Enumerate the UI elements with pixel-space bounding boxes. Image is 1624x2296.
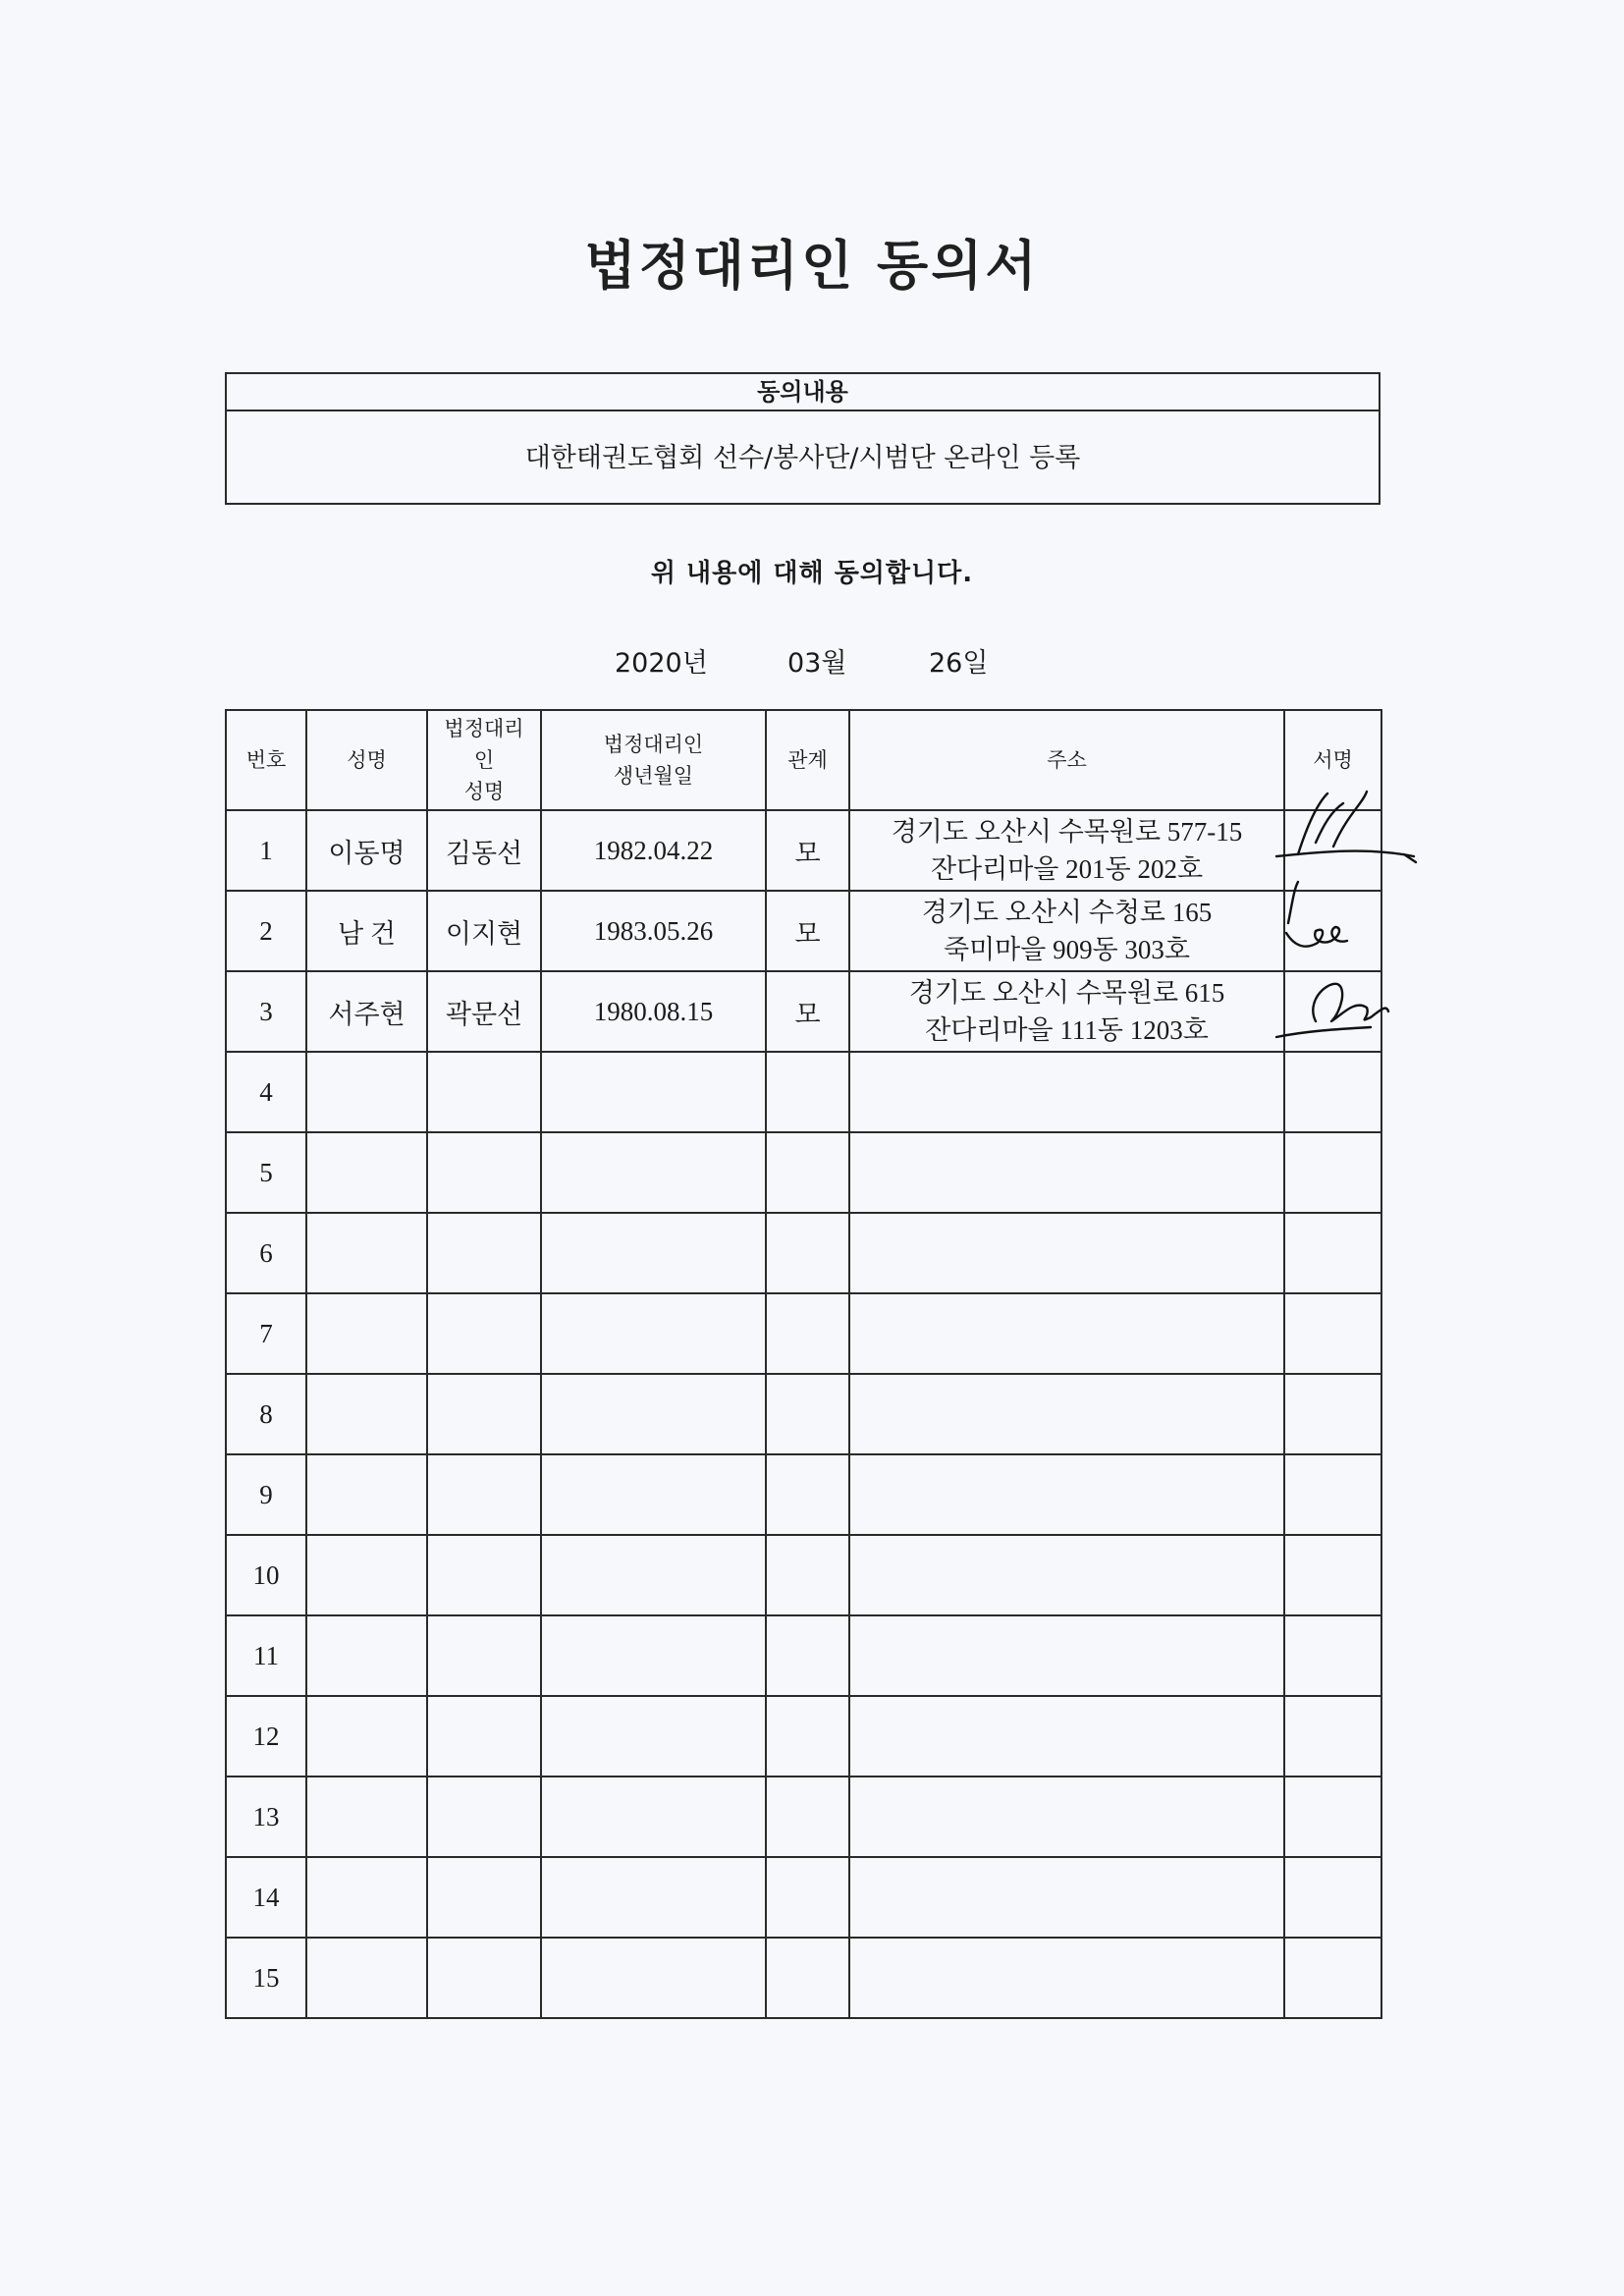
cell-no: 10 (226, 1535, 306, 1615)
cell-address (849, 1213, 1284, 1293)
cell-guardian-birth: 1983.05.26 (541, 891, 766, 971)
date-month: 03월 (787, 648, 847, 679)
cell-address (849, 1132, 1284, 1213)
cell-signature (1284, 1777, 1381, 1857)
cell-relation (766, 1696, 849, 1777)
cell-guardian-birth (541, 1696, 766, 1777)
cell-address-line: 잔다리마을 201동 202호 (930, 854, 1204, 884)
cell-guardian-name: 김동선 (427, 810, 541, 891)
table-row (226, 1132, 1381, 1213)
cell-name: 남 건 (306, 891, 427, 971)
cell-name (306, 1777, 427, 1857)
cell-address (849, 1535, 1284, 1615)
cell-relation (766, 1535, 849, 1615)
cell-relation (766, 1777, 849, 1857)
cell-address (849, 1293, 1284, 1374)
header-guardian-name-line1: 법정대리 (444, 717, 524, 740)
cell-address (849, 1857, 1284, 1938)
header-relation: 관계 (766, 710, 849, 810)
cell-relation (766, 1454, 849, 1535)
cell-guardian-name (427, 1293, 541, 1374)
cell-relation: 모 (766, 810, 849, 891)
cell-signature (1284, 1857, 1381, 1938)
cell-guardian-birth (541, 1615, 766, 1696)
cell-no: 9 (226, 1454, 306, 1535)
cell-relation: 모 (766, 891, 849, 971)
cell-guardian-name (427, 1454, 541, 1535)
table-row (226, 1777, 1381, 1857)
cell-address (849, 1696, 1284, 1777)
date-day: 26일 (929, 648, 989, 679)
consent-header: 동의내용 (227, 374, 1379, 411)
table-row (226, 1454, 1381, 1535)
cell-address-line: 경기도 오산시 수목원로 615 (908, 978, 1225, 1008)
cell-name (306, 1293, 427, 1374)
cell-guardian-name: 이지현 (427, 891, 541, 971)
cell-guardian-birth: 1982.04.22 (541, 810, 766, 891)
cell-name (306, 1213, 427, 1293)
header-guardian-name-line2: 인 (473, 748, 495, 772)
cell-guardian-birth (541, 1132, 766, 1213)
cell-address (849, 1374, 1284, 1454)
cell-guardian-name (427, 1938, 541, 2018)
cell-no: 6 (226, 1213, 306, 1293)
cell-address (849, 1938, 1284, 2018)
cell-guardian-birth (541, 1857, 766, 1938)
header-guardian-birth-line1: 법정대리인 (603, 733, 704, 756)
cell-signature (1284, 1615, 1381, 1696)
table-row (226, 971, 1381, 1052)
table-row (226, 891, 1381, 971)
cell-name: 서주현 (306, 971, 427, 1052)
table-row (226, 1374, 1381, 1454)
table-row (226, 1052, 1381, 1132)
cell-name (306, 1535, 427, 1615)
cell-guardian-name (427, 1213, 541, 1293)
cell-relation (766, 1615, 849, 1696)
cell-signature (1284, 1696, 1381, 1777)
cell-no: 11 (226, 1615, 306, 1696)
table-row (226, 1696, 1381, 1777)
cell-name (306, 1374, 427, 1454)
cell-no: 7 (226, 1293, 306, 1374)
cell-no: 2 (226, 891, 306, 971)
cell-guardian-name (427, 1535, 541, 1615)
date-year: 2020년 (615, 648, 708, 679)
cell-signature (1284, 1293, 1381, 1374)
cell-guardian-birth (541, 1374, 766, 1454)
header-guardian-name-line3: 성명 (463, 780, 505, 803)
cell-name (306, 1857, 427, 1938)
document-title: 법정대리인 동의서 (584, 235, 1040, 297)
cell-no: 14 (226, 1857, 306, 1938)
cell-relation (766, 1857, 849, 1938)
cell-no: 15 (226, 1938, 306, 2018)
cell-name (306, 1938, 427, 2018)
cell-name (306, 1454, 427, 1535)
cell-no: 8 (226, 1374, 306, 1454)
cell-signature (1284, 810, 1381, 891)
cell-address (849, 971, 1284, 1052)
cell-guardian-birth (541, 1535, 766, 1615)
table-row (226, 1535, 1381, 1615)
cell-guardian-birth (541, 1293, 766, 1374)
cell-name: 이동명 (306, 810, 427, 891)
table-row (226, 1615, 1381, 1696)
table-header-row (226, 710, 1381, 810)
cell-relation (766, 1374, 849, 1454)
header-guardian-name (427, 710, 541, 810)
cell-no: 1 (226, 810, 306, 891)
cell-guardian-birth (541, 1938, 766, 2018)
cell-signature (1284, 1938, 1381, 2018)
cell-signature (1284, 1052, 1381, 1132)
cell-guardian-name (427, 1696, 541, 1777)
cell-address (849, 1777, 1284, 1857)
cell-guardian-name (427, 1374, 541, 1454)
header-no: 번호 (226, 710, 306, 810)
cell-name (306, 1132, 427, 1213)
cell-address (849, 1454, 1284, 1535)
cell-guardian-name (427, 1052, 541, 1132)
cell-signature (1284, 1454, 1381, 1535)
cell-signature (1284, 1132, 1381, 1213)
header-name: 성명 (306, 710, 427, 810)
header-guardian-birth-line2: 생년월일 (613, 764, 694, 788)
cell-address (849, 1615, 1284, 1696)
cell-signature (1284, 891, 1381, 971)
cell-signature (1284, 971, 1381, 1052)
cell-name (306, 1052, 427, 1132)
cell-guardian-name (427, 1132, 541, 1213)
cell-address-line: 잔다리마을 111동 1203호 (925, 1015, 1209, 1045)
cell-address-line: 경기도 오산시 수목원로 577-15 (891, 817, 1243, 847)
table-row (226, 1857, 1381, 1938)
cell-no: 4 (226, 1052, 306, 1132)
cell-name (306, 1696, 427, 1777)
cell-address-line: 죽미마을 909동 303호 (944, 935, 1190, 964)
header-guardian-birth (541, 710, 766, 810)
header-signature: 서명 (1284, 710, 1381, 810)
cell-address (849, 891, 1284, 971)
cell-name (306, 1615, 427, 1696)
cell-no: 5 (226, 1132, 306, 1213)
cell-guardian-birth (541, 1777, 766, 1857)
cell-relation (766, 1938, 849, 2018)
table-row (226, 1293, 1381, 1374)
cell-guardian-birth (541, 1052, 766, 1132)
cell-no: 3 (226, 971, 306, 1052)
cell-address (849, 810, 1284, 891)
cell-signature (1284, 1213, 1381, 1293)
cell-guardian-birth (541, 1213, 766, 1293)
cell-no: 12 (226, 1696, 306, 1777)
cell-guardian-name (427, 1777, 541, 1857)
consent-body: 대한태권도협회 선수/봉사단/시범단 온라인 등록 (524, 443, 1081, 473)
cell-guardian-name: 곽문선 (427, 971, 541, 1052)
table-row (226, 810, 1381, 891)
cell-guardian-birth: 1980.08.15 (541, 971, 766, 1052)
cell-relation: 모 (766, 971, 849, 1052)
cell-relation (766, 1052, 849, 1132)
cell-relation (766, 1293, 849, 1374)
roster-table (225, 709, 1382, 2019)
cell-signature (1284, 1535, 1381, 1615)
cell-guardian-birth (541, 1454, 766, 1535)
cell-guardian-name (427, 1857, 541, 1938)
cell-address (849, 1052, 1284, 1132)
cell-guardian-name (427, 1615, 541, 1696)
agreement-statement: 위 내용에 대해 동의합니다. (650, 559, 974, 588)
header-address: 주소 (849, 710, 1284, 810)
table-row (226, 1213, 1381, 1293)
cell-address-line: 경기도 오산시 수청로 165 (921, 898, 1213, 927)
consent-box (225, 372, 1380, 505)
cell-relation (766, 1132, 849, 1213)
cell-signature (1284, 1374, 1381, 1454)
cell-no: 13 (226, 1777, 306, 1857)
table-row (226, 1938, 1381, 2018)
cell-relation (766, 1213, 849, 1293)
